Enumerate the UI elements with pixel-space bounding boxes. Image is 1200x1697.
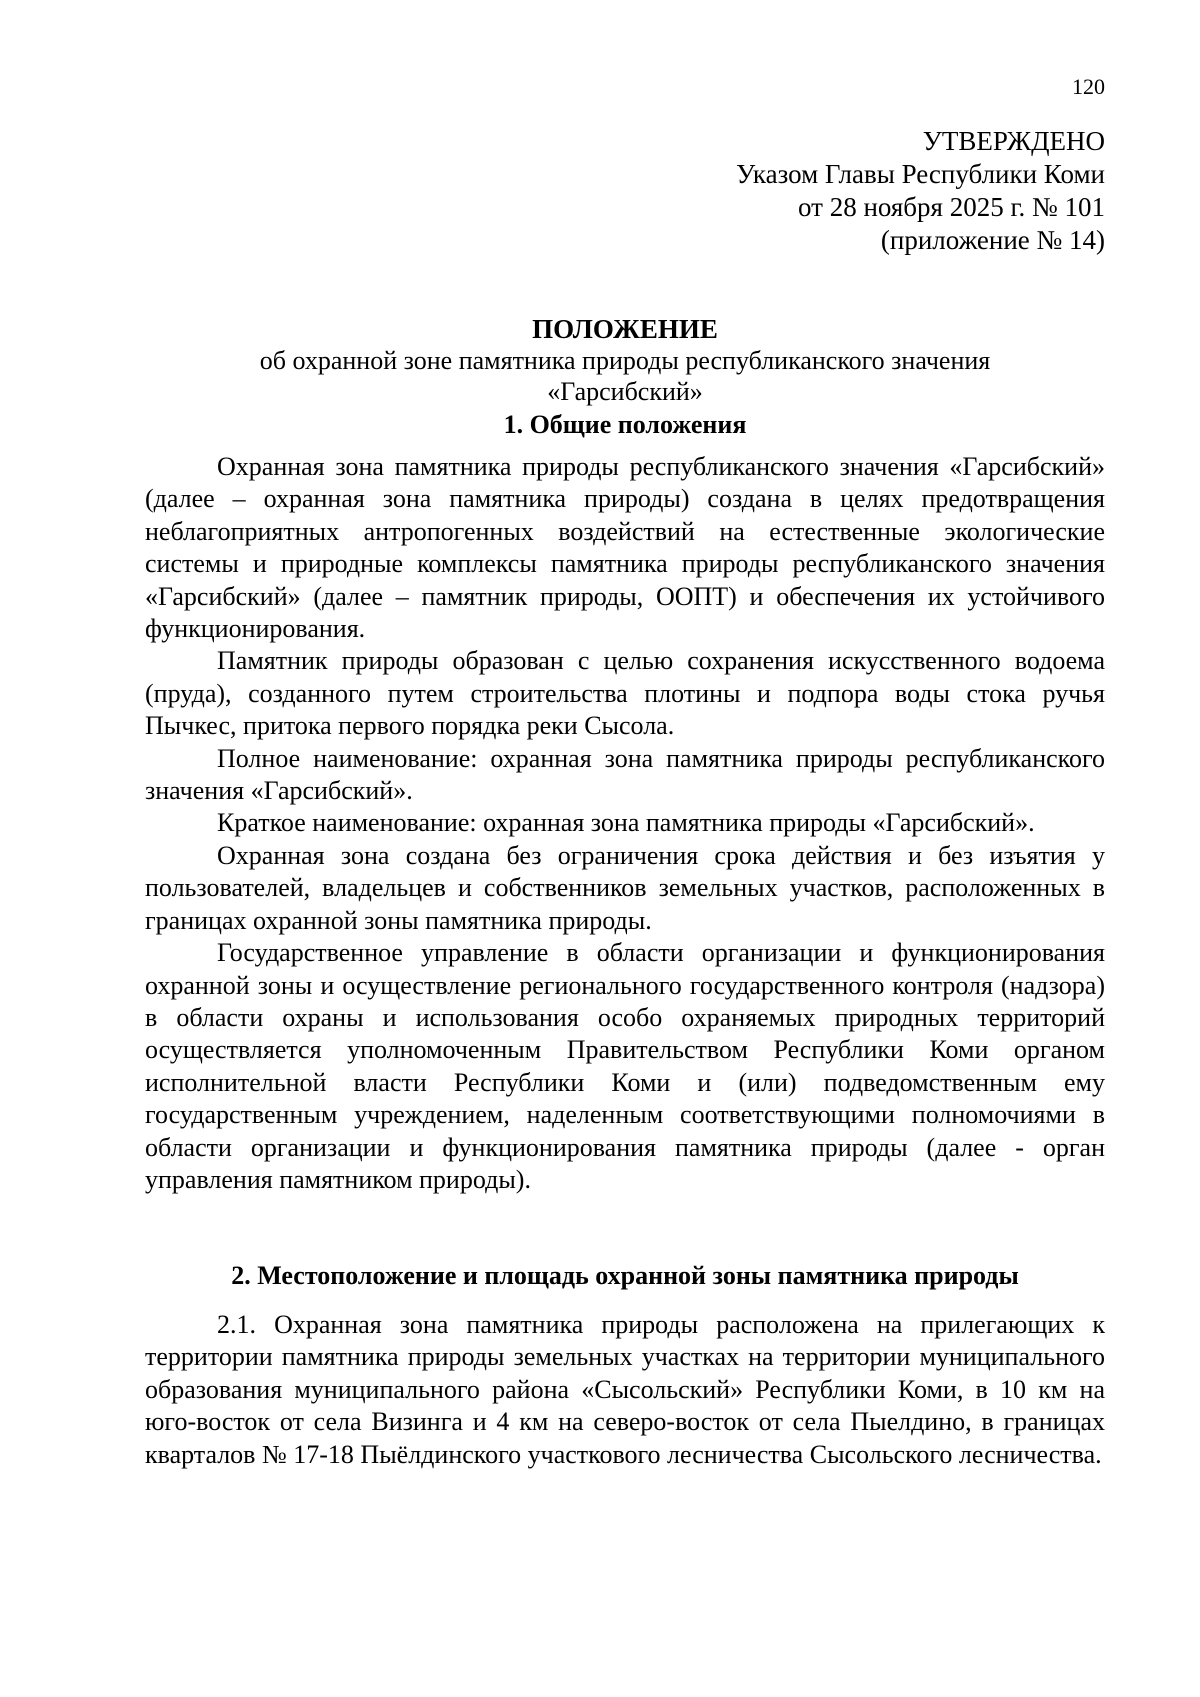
document-title-block	[145, 313, 1105, 407]
approval-line-appendix: (приложение № 14)	[880, 225, 1105, 255]
section-1-paragraph: Краткое наименование: охранная зона памятника природы «Гарсибский».	[217, 808, 1035, 838]
section-1-paragraph: Охранная зона создана без ограничения срока действия и без изъятия у пользователей, владельцев и собственников земельных участков, расположенных в границах охранной зоны памятника природы.	[145, 840, 1105, 935]
approval-line-date: от 28 ноября 2025 г. № 101	[798, 192, 1105, 222]
section-2-heading: 2. Местоположение и площадь охранной зоны памятника природы	[231, 1261, 1019, 1290]
section-1-heading: 1. Общие положения	[503, 410, 747, 439]
section-1-body	[145, 451, 1105, 1196]
document-title: ПОЛОЖЕНИЕ	[532, 314, 718, 344]
approval-line-decree: Указом Главы Республики Коми	[736, 159, 1105, 189]
approval-stamp	[736, 125, 1105, 257]
section-1-paragraph: Государственное управление в области организации и функционирования охранной зоны и осуществление регионального государственного контроля (надзора) в области охраны и использования особо охраняемых природных территорий осуществляется уполномоченным Правительством Республики Коми органом исполнительной власти Республики Коми и (или) подведомственным ему государственным учреждением, наделенным соответствующими полномочиями в области организации и функционирования памятника природы (далее - орган управления памятником природы).	[145, 938, 1105, 1194]
section-1-paragraph: Полное наименование: охранная зона памятника природы республиканского значения «Гарсибский».	[145, 743, 1105, 806]
section-1-paragraph: Охранная зона памятника природы республиканского значения «Гарсибский» (далее – охранная зона памятника природы) создана в целях предотвращения неблагоприятных антропогенных воздействий на естественные экологические системы и природные комплексы памятника природы республиканского значения «Гарсибский» (далее – памятник природы, ООПТ) и обеспечения их устойчивого функционирования.	[145, 452, 1105, 644]
page-number: 120	[1072, 74, 1105, 99]
approval-line-approved: УТВЕРЖДЕНО	[922, 126, 1105, 156]
document-subtitle-line-2: «Гарсибский»	[547, 377, 703, 406]
section-1-paragraph: Памятник природы образован с целью сохранения искусственного водоема (пруда), созданного путем строительства плотины и подпора воды стока ручья Пычкес, притока первого порядка реки Сысола.	[145, 646, 1105, 741]
section-2-body	[145, 1309, 1105, 1471]
document-subtitle-line-1: об охранной зоне памятника природы республиканского значения	[259, 346, 991, 375]
section-2-paragraph: 2.1. Охранная зона памятника природы расположена на прилегающих к территории памятника природы земельных участках на территории муниципального образования муниципального района «Сысольский» Республики Коми, в 10 км на юго-восток от села Визинга и 4 км на северо-восток от села Пыелдино, в границах кварталов № 17-18 Пыёлдинского участкового лесничества Сысольского лесничества.	[145, 1310, 1105, 1469]
